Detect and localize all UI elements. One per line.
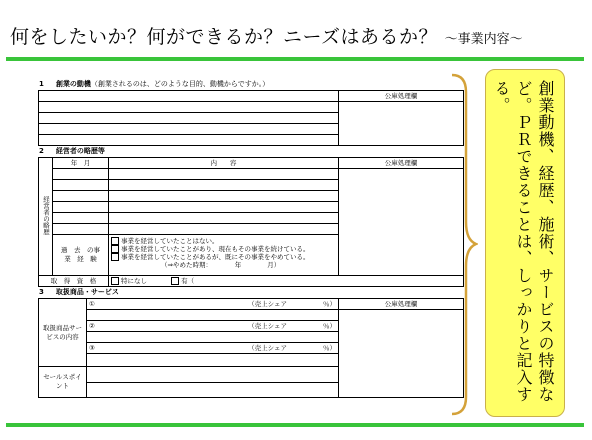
career-year-3[interactable] [53,191,109,202]
motive-line-2[interactable] [39,102,339,113]
product-item-2-detail[interactable] [87,332,339,343]
motive-line-1[interactable] [39,91,339,102]
slide-subtitle: ～事業内容～ [444,32,523,47]
office-use-box [339,102,464,146]
callout-box [485,69,565,417]
section1-hint: （創業されるのは、どのような目的、動機からですか。） [90,80,270,88]
office-use-label: 公庫処理欄 [339,158,464,169]
section1-table [38,90,464,146]
motive-line-4[interactable] [39,124,339,135]
section3-number: 3 [39,288,44,296]
section2-title: 経営者の略歴等 [55,147,105,155]
office-use-label: 公庫処理欄 [339,299,464,310]
career-content-6[interactable] [109,224,339,235]
career-content-5[interactable] [109,213,339,224]
career-side-label: 経営者の略歴 [39,158,53,276]
career-content-3[interactable] [109,191,339,202]
section2-table [38,157,464,287]
qualification-label: 取 得 資 格 [39,276,109,287]
section1-title: 創業の動機 [55,80,91,88]
sales-point-line-1[interactable] [87,367,339,383]
section1-heading [35,79,465,90]
section3-heading [35,287,465,298]
checkbox-icon[interactable] [111,237,119,245]
product-item-3-detail[interactable] [87,354,339,367]
past-experience-options [109,235,339,276]
checkbox-icon[interactable] [171,277,179,285]
section2-heading [35,146,465,157]
qualification-options [109,276,464,287]
office-use-box [339,310,464,398]
section3-table [38,298,464,398]
option-still-running[interactable]: 事業を経営していたことがあり、現在もその事業を続けている。 [111,245,336,253]
office-use-box [339,169,464,276]
career-year-4[interactable] [53,202,109,213]
career-year-1[interactable] [53,169,109,180]
qual-yes: 有（ [181,277,195,285]
career-content-2[interactable] [109,180,339,191]
product-service-label: 取扱商品サービスの内容 [39,299,87,367]
quit-time-field[interactable]: （⇒やめた時期： 年 月） [161,261,281,269]
motive-line-3[interactable] [39,113,339,124]
section1-number: 1 [39,80,44,88]
checkbox-icon[interactable] [111,245,119,253]
col-content: 内 容 [109,158,339,169]
section3-title: 取扱商品・サービス [55,288,119,296]
callout-text: 創業動機、経歴、施術、サービスの特徴など。ＰＲできることは、しっかりと記入する。 [492,80,555,403]
qual-none: 特になし [121,277,147,285]
product-item-1-detail[interactable] [87,310,339,321]
product-item-2[interactable]: ② （売上シェア ％） [87,321,339,332]
section2-number: 2 [39,147,44,155]
col-year-month: 年 月 [53,158,109,169]
top-green-rule [6,57,584,61]
office-use-label: 公庫処理欄 [339,91,464,102]
career-content-4[interactable] [109,202,339,213]
sales-point-label: セールスポイント [39,367,87,398]
option-never-ran-business[interactable]: 事業を経営していたことはない。 [111,237,336,245]
checkbox-icon[interactable] [111,253,119,261]
option-already-quit[interactable]: 事業を経営していたことがあるが、既にその事業をやめている。 [111,253,336,261]
product-item-3[interactable]: ③ （売上シェア ％） [87,343,339,354]
bottom-green-rule [6,423,584,427]
slide-title [10,22,523,49]
product-item-1[interactable]: ① （売上シェア ％） [87,299,339,310]
motive-line-5[interactable] [39,135,339,146]
past-experience-label: 過 去 の事 業 経 験 [53,235,109,276]
curly-brace-icon [448,72,478,417]
slide-title-main: 何をしたいか？何ができるか？ニーズはあるか？ [10,26,439,48]
checkbox-icon[interactable] [111,277,119,285]
career-content-1[interactable] [109,169,339,180]
business-plan-form [35,79,465,398]
career-year-5[interactable] [53,213,109,224]
career-year-6[interactable] [53,224,109,235]
career-year-2[interactable] [53,180,109,191]
sales-point-line-2[interactable] [87,382,339,398]
